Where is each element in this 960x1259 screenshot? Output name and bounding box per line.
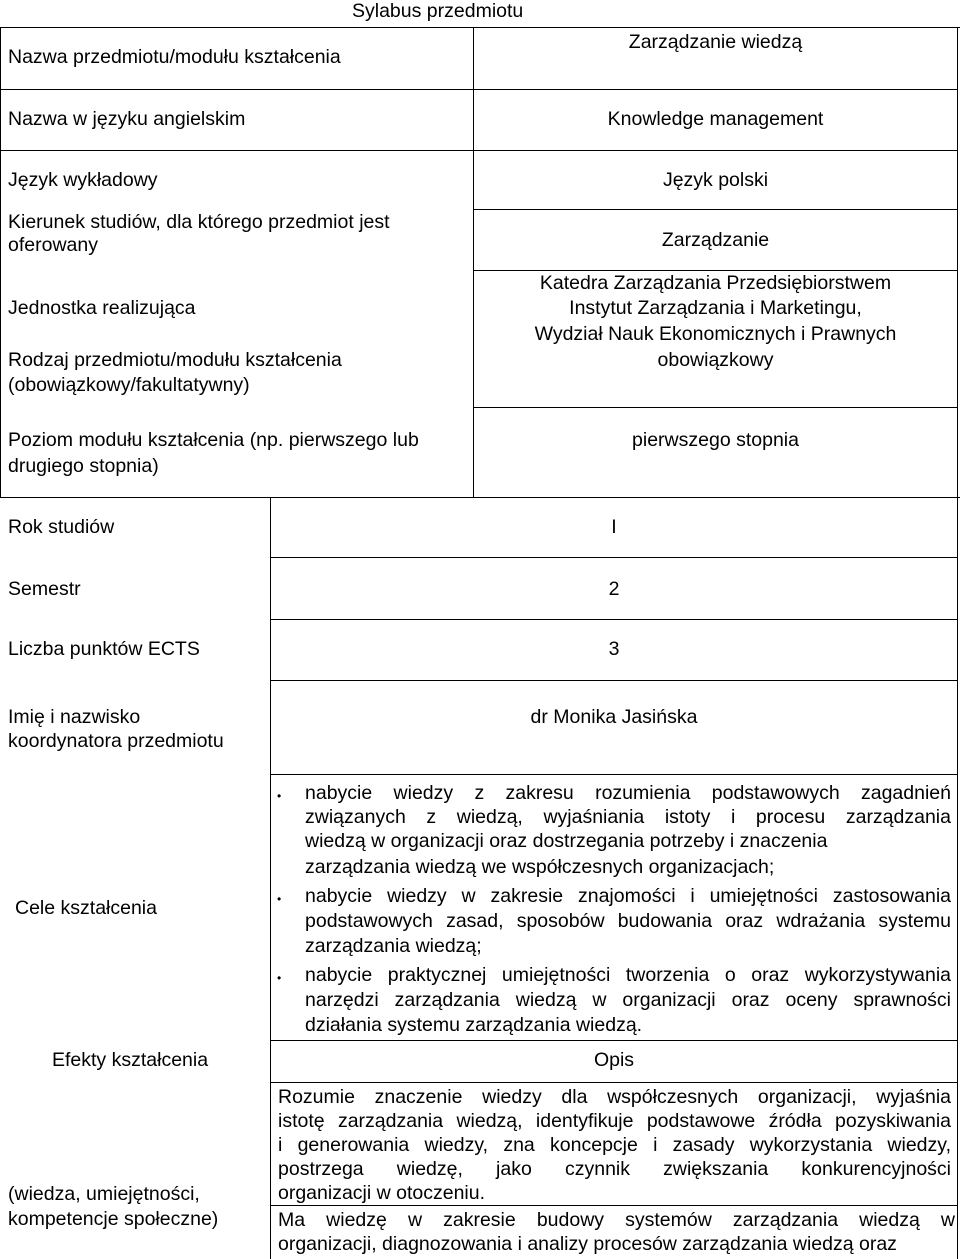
value-ects: 3 xyxy=(608,638,620,660)
table-border xyxy=(0,89,958,90)
table-border xyxy=(0,150,958,151)
table-border xyxy=(473,407,958,408)
cele-item-3-line-3: działania systemu zarządzania wiedzą. xyxy=(305,1014,643,1036)
label-efekty-sub-1: (wiedza, umiejętności, xyxy=(8,1183,200,1205)
efekt-1-line-2: istotę zarządzania wiedzą, identyfikuje podstawowe źródła pozyskiwania xyxy=(278,1110,951,1132)
label-nazwa: Nazwa przedmiotu/modułu kształcenia xyxy=(8,46,341,68)
label-rodzaj-2: (obowiązkowy/fakultatywny) xyxy=(8,374,250,396)
value-nazwa: Zarządzanie wiedzą xyxy=(628,31,803,53)
label-cele: Cele kształcenia xyxy=(15,897,157,919)
cele-item-1-line-4: zarządzania wiedzą we współczesnych organizacjach; xyxy=(305,856,775,878)
table-border xyxy=(0,27,1,497)
label-kierunek-1: Kierunek studiów, dla którego przedmiot jest xyxy=(8,211,390,233)
label-efekty: Efekty kształcenia xyxy=(52,1049,209,1071)
value-jednostka-3: Wydział Nauk Ekonomicznych i Prawnych xyxy=(534,323,897,345)
label-nazwa-en: Nazwa w języku angielskim xyxy=(8,108,246,130)
label-rok: Rok studiów xyxy=(8,516,115,538)
cele-item-2-line-2: podstawowych zasad, sposobów budowania oraz wdrażania systemu xyxy=(305,910,951,932)
table-border xyxy=(270,1082,958,1083)
value-jednostka-2: Instytut Zarządzania i Marketingu, xyxy=(569,297,862,319)
table-border xyxy=(957,27,958,1259)
bullet-icon: • xyxy=(277,789,282,803)
table-border xyxy=(0,497,960,498)
cele-item-2-line-3: zarządzania wiedzą; xyxy=(305,935,482,957)
value-jednostka-1: Katedra Zarządzania Przedsiębiorstwem xyxy=(539,272,892,294)
table-border xyxy=(270,557,958,558)
table-border xyxy=(270,497,271,1259)
page-title: Sylabus przedmiotu xyxy=(352,0,524,22)
opis-header: Opis xyxy=(593,1049,635,1071)
cele-item-3-line-1: nabycie praktycznej umiejętności tworzenia o oraz wykorzystywania xyxy=(305,964,951,986)
label-rodzaj-1: Rodzaj przedmiotu/modułu kształcenia xyxy=(8,349,342,371)
label-koordynator-1: Imię i nazwisko xyxy=(8,706,141,728)
label-semestr: Semestr xyxy=(8,578,81,600)
label-efekty-sub-2: kompetencje społeczne) xyxy=(8,1208,219,1230)
cele-item-2-line-1: nabycie wiedzy w zakresie znajomości i umiejętności zastosowania xyxy=(305,885,951,907)
label-ects: Liczba punktów ECTS xyxy=(8,638,200,660)
table-border xyxy=(270,619,958,620)
value-rodzaj: obowiązkowy xyxy=(657,349,774,371)
label-jezyk: Język wykładowy xyxy=(8,169,158,191)
efekt-1-line-1: Rozumie znaczenie wiedzy dla współczesnych organizacji, wyjaśnia xyxy=(278,1086,951,1108)
label-koordynator-2: koordynatora przedmiotu xyxy=(8,730,224,752)
label-kierunek-2: oferowany xyxy=(8,234,98,256)
table-border xyxy=(0,27,960,28)
table-border xyxy=(270,1040,958,1041)
table-border xyxy=(473,270,958,271)
label-jednostka: Jednostka realizująca xyxy=(8,297,196,319)
table-border xyxy=(473,27,474,497)
efekt-1-line-5: organizacji w otoczeniu. xyxy=(278,1182,486,1204)
table-border xyxy=(270,680,958,681)
value-jezyk: Język polski xyxy=(662,169,769,191)
value-semestr: 2 xyxy=(608,578,620,600)
cele-item-1-line-1: nabycie wiedzy z zakresu rozumienia podstawowych zagadnień xyxy=(305,782,951,804)
efekt-2-line-2: organizacji, diagnozowania i analizy procesów zarządzania wiedzą oraz xyxy=(278,1233,897,1255)
cele-item-1-line-3: wiedzą w organizacji oraz dostrzegania potrzeby i znaczenia xyxy=(305,830,828,852)
efekt-2-line-1: Ma wiedzę w zakresie budowy systemów zarządzania wiedzą w xyxy=(278,1209,955,1231)
bullet-icon: • xyxy=(277,892,282,906)
cele-item-3-line-2: narzędzi zarządzania wiedzą w organizacji oraz oceny sprawności xyxy=(305,989,951,1011)
efekt-1-line-3: i generowania wiedzy, zna koncepcje i zasady wykorzystania wiedzy, xyxy=(278,1134,951,1156)
value-rok: I xyxy=(611,516,617,538)
value-koordynator: dr Monika Jasińska xyxy=(530,706,698,728)
efekt-1-line-4: postrzega wiedzę, jako czynnik zwiększania konkurencyjności xyxy=(278,1158,951,1180)
label-poziom-1: Poziom modułu kształcenia (np. pierwszego lub xyxy=(8,429,419,451)
value-nazwa-en: Knowledge management xyxy=(607,108,824,130)
value-kierunek: Zarządzanie xyxy=(661,229,770,251)
table-border xyxy=(270,1205,958,1206)
label-poziom-2: drugiego stopnia) xyxy=(8,455,159,477)
table-border xyxy=(473,209,958,210)
value-poziom: pierwszego stopnia xyxy=(632,429,799,451)
table-border xyxy=(270,774,958,775)
cele-item-1-line-2: związanych z wiedzą, wyjaśniania istoty i procesu zarządzania xyxy=(305,806,951,828)
bullet-icon: • xyxy=(277,971,282,985)
